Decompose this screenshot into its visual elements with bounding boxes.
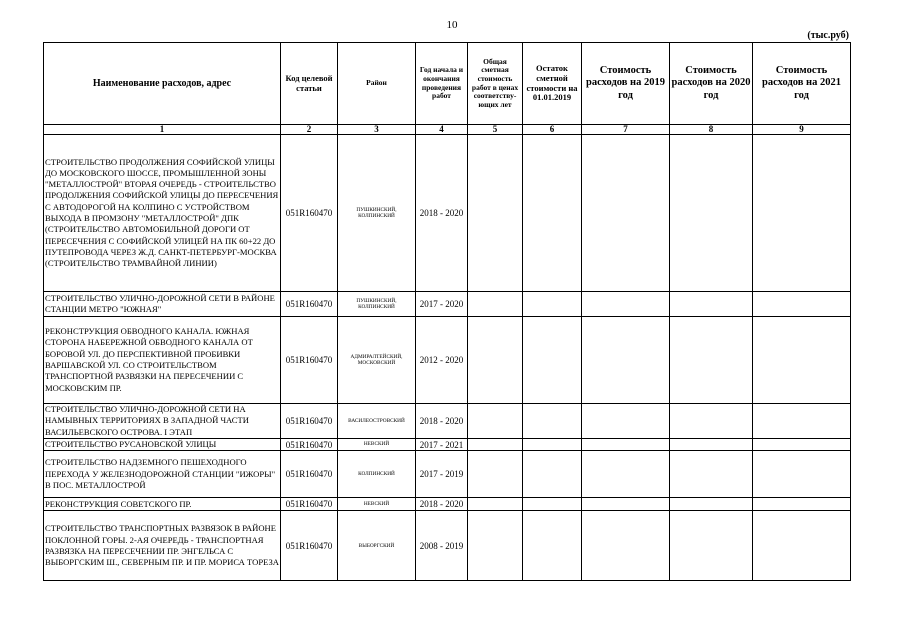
row-cost-2019 [582,451,670,498]
col-number: 7 [582,125,670,135]
row-remainder [523,135,582,292]
row-cost-2020 [670,292,753,317]
header-district: Район [338,43,416,125]
header-remainder: Остаток сметной стоимости на 01.01.2019 [523,43,582,125]
row-total [468,511,523,581]
row-cost-2020 [670,498,753,511]
table-row [44,292,851,317]
row-remainder [523,498,582,511]
table-row [44,404,851,439]
page-number: 10 [446,19,458,31]
row-years: 2017 - 2020 [416,292,468,317]
row-remainder [523,317,582,404]
col-number: 6 [523,125,582,135]
table-row [44,511,851,581]
row-name: РЕКОНСТРУКЦИЯ СОВЕТСКОГО ПР. [44,498,281,511]
row-total [468,292,523,317]
row-district: КОЛПИНСКИЙ [338,451,416,498]
table-row [44,135,851,292]
row-total [468,135,523,292]
row-cost-2019 [582,404,670,439]
row-cost-2021 [753,451,851,498]
row-code: 051R160470 [281,498,338,511]
row-cost-2021 [753,439,851,451]
row-cost-2021 [753,317,851,404]
row-cost-2021 [753,135,851,292]
col-number: 4 [416,125,468,135]
header-cost-2021: Стоимость расходов на 2021 год [753,43,851,125]
header-total: Общая сметная стоимость работ в ценах соответству-ющих лет [468,43,523,125]
row-cost-2021 [753,511,851,581]
row-district: ПУШКИНСКИЙ, КОЛПИНСКИЙ [338,135,416,292]
row-total [468,451,523,498]
header-years: Год начала и окончания проведения работ [416,43,468,125]
row-cost-2020 [670,135,753,292]
row-cost-2021 [753,404,851,439]
col-number: 1 [44,125,281,135]
row-total [468,404,523,439]
row-cost-2020 [670,404,753,439]
col-number: 5 [468,125,523,135]
header-row [44,43,851,125]
row-code: 051R160470 [281,135,338,292]
expenses-table [43,42,851,581]
row-name: СТРОИТЕЛЬСТВО ПРОДОЛЖЕНИЯ СОФИЙСКОЙ УЛИЦЫ ДО МОСКОВСКОГО ШОССЕ, ПРОМЫШЛЕННОЙ ЗОНЫ "МЕТАЛЛОСТРОЙ" ВТОРАЯ ОЧЕРЕДЬ - СТРОИТЕЛЬСТВО ПРОДОЛЖЕНИЯ СОФИЙСКОЙ УЛИЦЫ ДО ПЕРЕСЕЧЕНИЯ С АВТОДОРОГОЙ НА КОЛПИНО С УСТРОЙСТВОМ ВЫХОДА В ПРОМЗОНУ "МЕТАЛЛОСТРОЙ" ДПК (СТРОИТЕЛЬСТВО АВТОМОБИЛЬНОЙ ДОРОГИ ОТ ПЕРЕСЕЧЕНИЯ С СОФИЙСКОЙ УЛИЦЕЙ НА ПК 60+22 ДО ПУТЕПРОВОДА ЧЕРЕЗ Ж.Д. САНКТ-ПЕТЕРБУРГ-МОСКВА (СТРОИТЕЛЬСТВО ТРАМВАЙНОЙ ЛИНИИ) [44,135,281,292]
col-number: 8 [670,125,753,135]
table-row [44,451,851,498]
col-number: 3 [338,125,416,135]
row-total [468,317,523,404]
row-district: ПУШКИНСКИЙ, КОЛПИНСКИЙ [338,292,416,317]
row-code: 051R160470 [281,317,338,404]
row-total [468,498,523,511]
table-row [44,439,851,451]
row-district: НЕВСКИЙ [338,439,416,451]
row-code: 051R160470 [281,292,338,317]
row-cost-2019 [582,498,670,511]
row-cost-2019 [582,135,670,292]
row-remainder [523,451,582,498]
row-name: СТРОИТЕЛЬСТВО УЛИЧНО-ДОРОЖНОЙ СЕТИ НА НАМЫВНЫХ ТЕРРИТОРИЯХ В ЗАПАДНОЙ ЧАСТИ ВАСИЛЬЕВСКОГО ОСТРОВА. I ЭТАП [44,404,281,439]
row-name: СТРОИТЕЛЬСТВО УЛИЧНО-ДОРОЖНОЙ СЕТИ В РАЙОНЕ СТАНЦИИ МЕТРО "ЮЖНАЯ" [44,292,281,317]
row-district: АДМИРАЛТЕЙСКИЙ, МОСКОВСКИЙ [338,317,416,404]
row-name: РЕКОНСТРУКЦИЯ ОБВОДНОГО КАНАЛА. ЮЖНАЯ СТОРОНА НАБЕРЕЖНОЙ ОБВОДНОГО КАНАЛА ОТ БОРОВОЙ УЛ. ДО ПЕРСПЕКТИВНОЙ ПРОБИВКИ ВАРШАВСКОЙ УЛ. СО СТРОИТЕЛЬСТВОМ ТРАНСПОРТНОЙ РАЗВЯЗКИ НА ПЕРЕСЕЧЕНИИ С МОСКОВСКИМ ПР. [44,317,281,404]
row-years: 2012 - 2020 [416,317,468,404]
row-code: 051R160470 [281,439,338,451]
row-name: СТРОИТЕЛЬСТВО ТРАНСПОРТНЫХ РАЗВЯЗОК В РАЙОНЕ ПОКЛОННОЙ ГОРЫ. 2-АЯ ОЧЕРЕДЬ - ТРАНСПОРТНАЯ РАЗВЯЗКА НА ПЕРЕСЕЧЕНИИ ПР. ЭНГЕЛЬСА С ВЫБОРГСКИМ Ш., СЕВЕРНЫМ ПР. И ПР. МОРИСА ТОРЕЗА [44,511,281,581]
col-number: 9 [753,125,851,135]
row-cost-2020 [670,317,753,404]
row-cost-2021 [753,498,851,511]
row-cost-2020 [670,511,753,581]
row-years: 2018 - 2020 [416,498,468,511]
units-label: (тыс.руб) [807,30,849,41]
col-number: 2 [281,125,338,135]
row-cost-2019 [582,317,670,404]
row-code: 051R160470 [281,404,338,439]
row-remainder [523,404,582,439]
header-name: Наименование расходов, адрес [44,43,281,125]
table-row [44,498,851,511]
column-numbers-row [44,125,851,135]
row-code: 051R160470 [281,451,338,498]
row-cost-2021 [753,292,851,317]
row-district: ВАСИЛЕОСТРОВСКИЙ [338,404,416,439]
row-cost-2020 [670,451,753,498]
header-code: Код целевой статьи [281,43,338,125]
row-years: 2017 - 2021 [416,439,468,451]
row-years: 2018 - 2020 [416,404,468,439]
header-cost-2020: Стоимость расходов на 2020 год [670,43,753,125]
row-years: 2008 - 2019 [416,511,468,581]
row-cost-2019 [582,292,670,317]
row-cost-2019 [582,511,670,581]
row-code: 051R160470 [281,511,338,581]
row-name: СТРОИТЕЛЬСТВО НАДЗЕМНОГО ПЕШЕХОДНОГО ПЕРЕХОДА У ЖЕЛЕЗНОДОРОЖНОЙ СТАНЦИИ "ИЖОРЫ" В ПОС. МЕТАЛЛОСТРОЙ [44,451,281,498]
row-cost-2019 [582,439,670,451]
row-remainder [523,292,582,317]
row-remainder [523,439,582,451]
row-total [468,439,523,451]
row-district: НЕВСКИЙ [338,498,416,511]
row-cost-2020 [670,439,753,451]
row-years: 2017 - 2019 [416,451,468,498]
row-name: СТРОИТЕЛЬСТВО РУСАНОВСКОЙ УЛИЦЫ [44,439,281,451]
row-years: 2018 - 2020 [416,135,468,292]
header-cost-2019: Стоимость расходов на 2019 год [582,43,670,125]
table-row [44,317,851,404]
row-remainder [523,511,582,581]
row-district: ВЫБОРГСКИЙ [338,511,416,581]
